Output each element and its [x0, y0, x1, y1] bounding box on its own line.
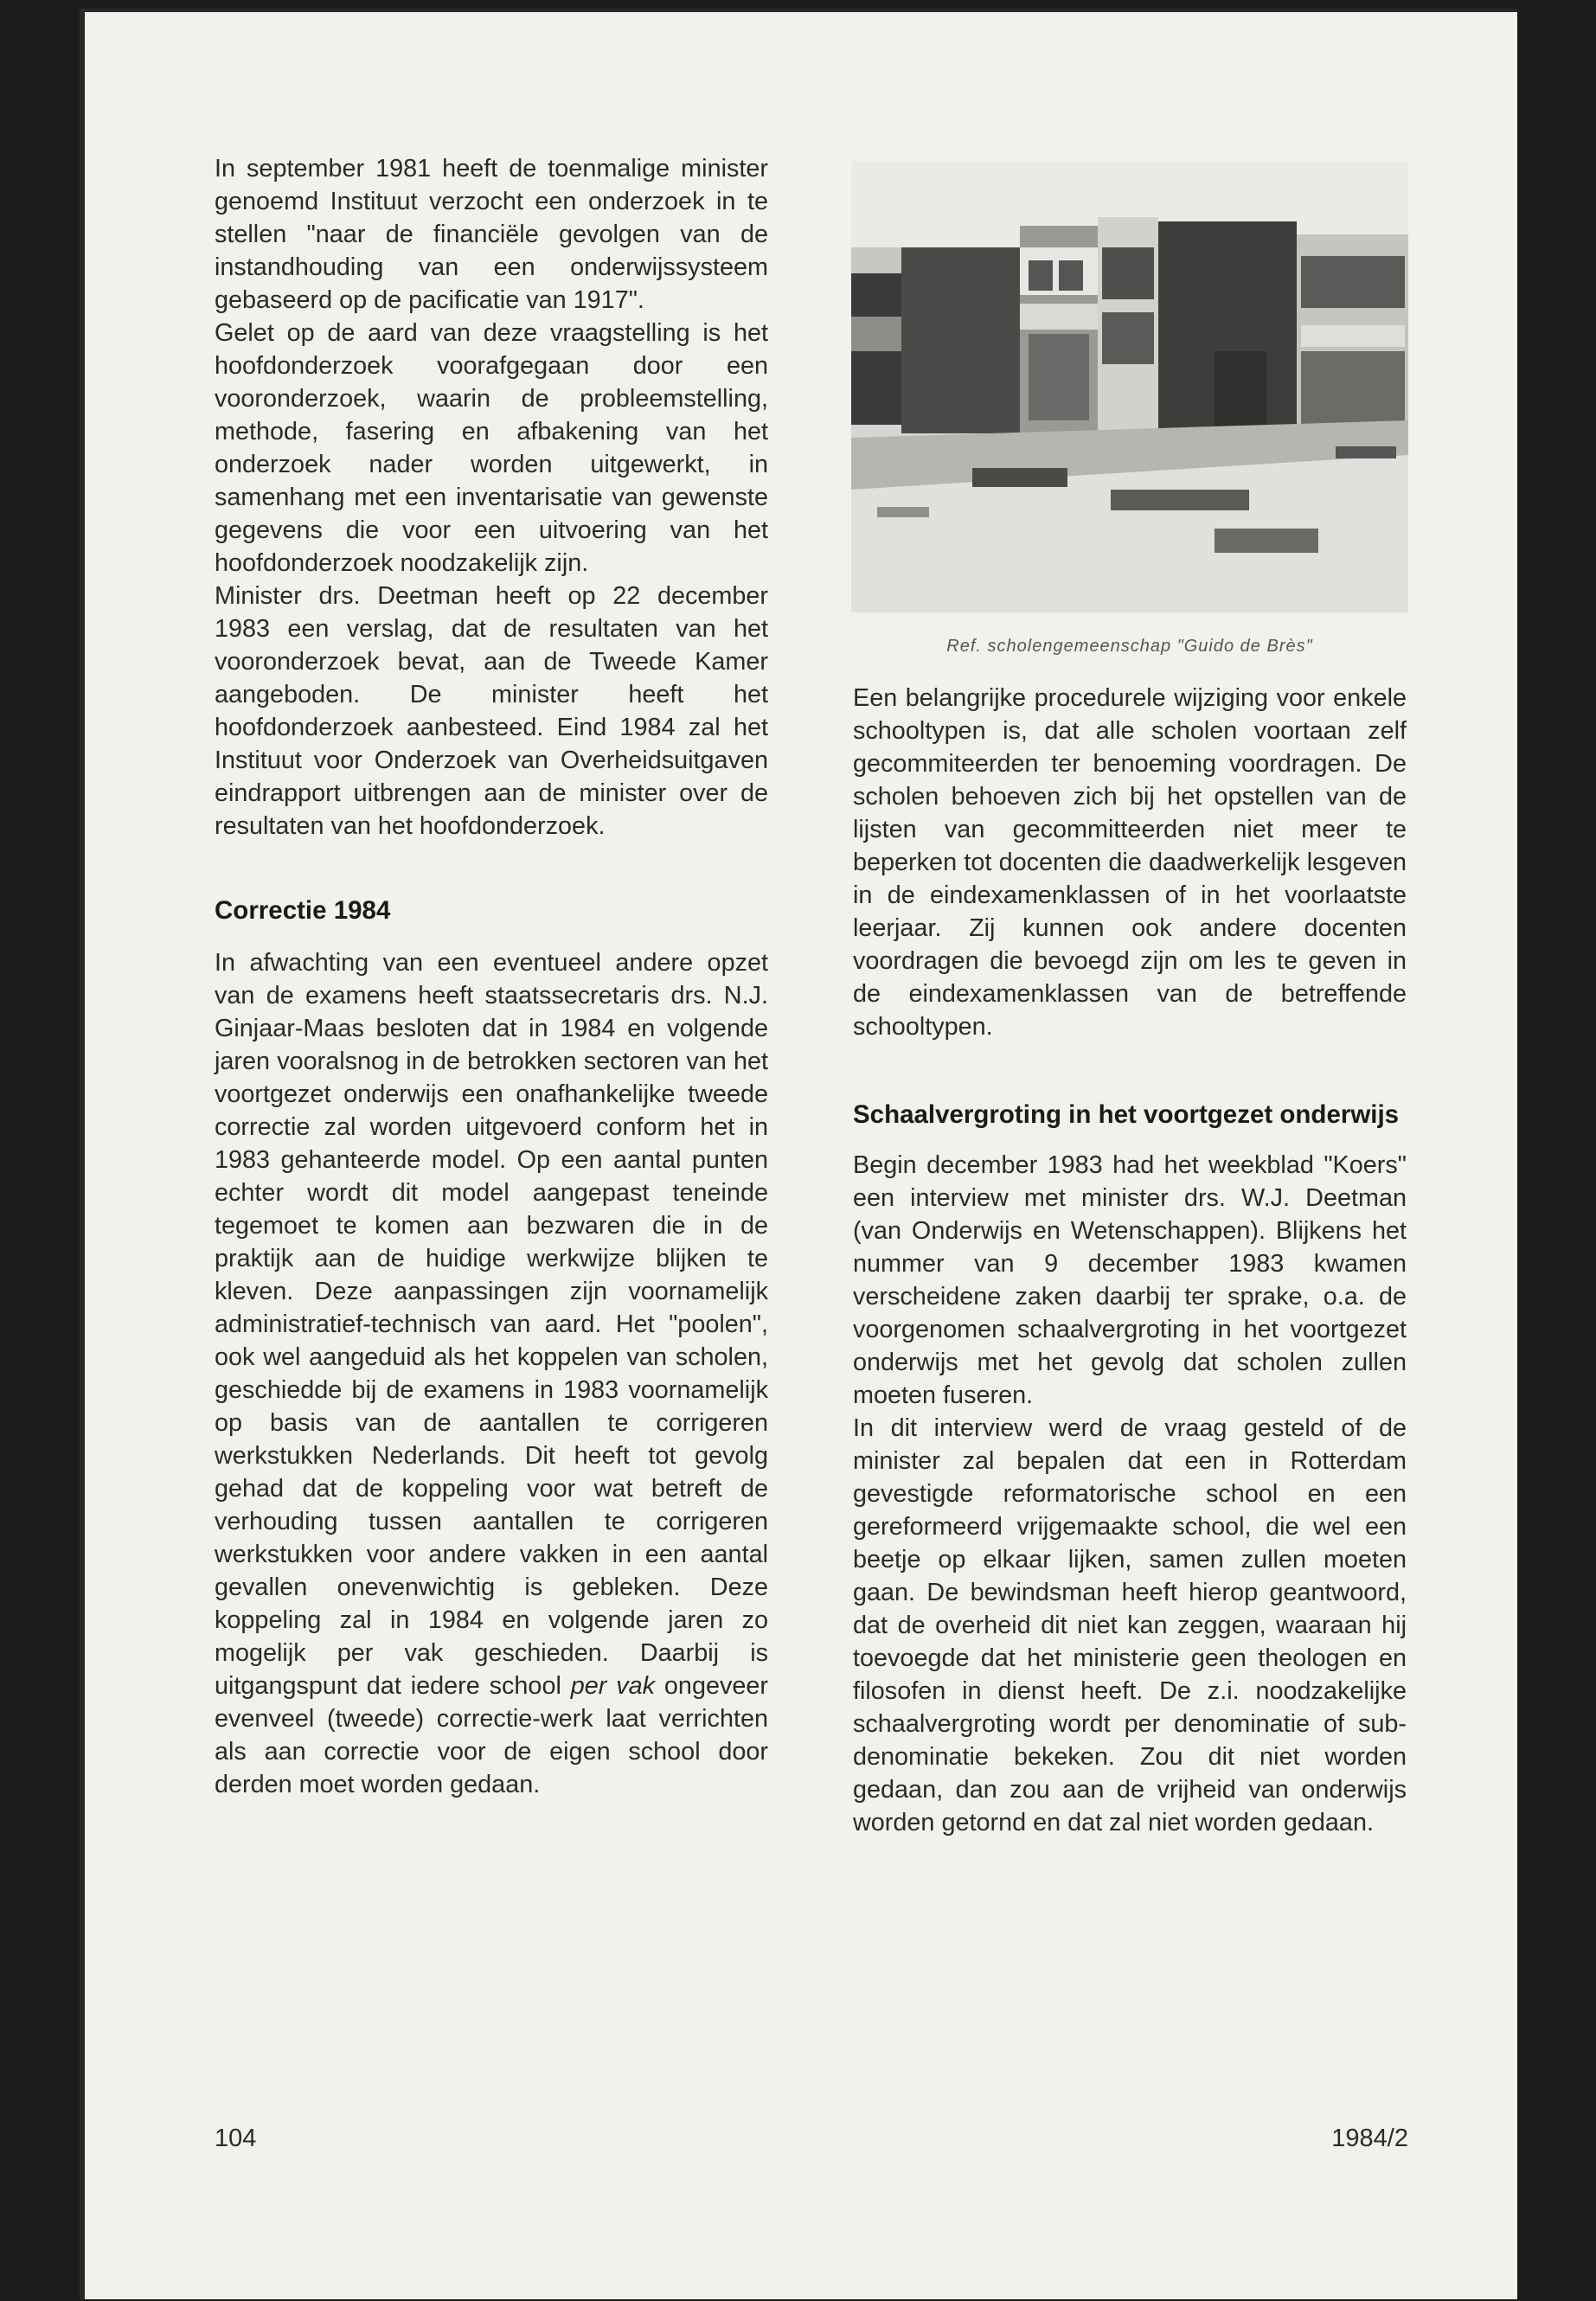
- left-paragraph-2: Gelet op de aard van deze vraagstelling is het hoofdonderzoek voorafgegaan door een vooronderzoek, waarin de probleemstelling, methode, fasering en afbakening van het onderzoek nader worden uitgewerkt, in samenhang met een inventarisatie van gewenste gegevens die voor een uitvoering van het hoofdonderzoek noodzakelijk zijn.: [215, 319, 768, 577]
- right-paragraph-2: Begin december 1983 had het weekblad "Koers" een interview met minister drs. W.J. Deetman (van Onderwijs en Wetenschappen). Blijkens het nummer van 9 december 1983 kwamen verscheidene zaken daarbij ter sprake, o.a. de voorgenomen schaalvergroting in het voortgezet onderwijs met het gevolg dat scholen zullen moeten fuseren.: [853, 1151, 1407, 1409]
- school-building-illustration: [851, 161, 1408, 612]
- photo-caption: Ref. scholengemeenschap "Guido de Brès": [946, 637, 1313, 656]
- school-building-photo: [851, 161, 1408, 612]
- issue-number: 1984/2: [1331, 2125, 1408, 2152]
- left-column: [215, 152, 768, 1801]
- document-page: [80, 9, 1517, 2299]
- left-paragraph-1: In september 1981 heeft de toenmalige minister genoemd Instituut verzocht een onderzoek in te stellen "naar de financiële gevolgen van de instandhouding van een onderwijssysteem gebaseerd op de pacificatie van 1917".: [215, 155, 768, 314]
- right-paragraph-1: Een belangrijke procedurele wijziging voor enkele schooltypen is, dat alle scholen voortaan zelf gecommiteerden ter benoeming voordragen. De scholen behoeven zich bij het opstellen van de lijsten van gecommitteerden niet meer te beperken tot docenten die daadwerkelijk lesgeven in de eindexamenklassen of in het voorlaatste leerjaar. Zij kunnen ook andere docenten voordragen die bevoegd zijn om les te geven in de eindexamenklassen van de betreffende schooltypen.: [853, 684, 1407, 1041]
- paragraph-4-end: ongeveer evenveel (tweede) correctie-werk laat verrichten als aan correctie voor de eigen school door derden moet worden gedaan.: [215, 1672, 768, 1798]
- heading-schaalvergroting: Schaalvergroting in het voortgezet onderwijs: [853, 1100, 1400, 1129]
- page-number: 104: [215, 2125, 257, 2152]
- heading-correctie: Correctie 1984: [215, 896, 391, 925]
- paragraph-4-italic: per vak: [570, 1672, 656, 1700]
- left-paragraph-3: Minister drs. Deetman heeft op 22 december 1983 een verslag, dat de resultaten van het vooronderzoek bevat, aan de Tweede Kamer aangeboden. De minister heeft het hoofdonderzoek aanbesteed. Eind 1984 zal het Instituut voor Onderzoek van Overheidsuitgaven eindrapport uitbrengen aan de minister over de resultaten van het hoofdonderzoek.: [215, 582, 768, 840]
- page-top-edge: [85, 9, 1517, 12]
- right-column: [853, 682, 1407, 1839]
- paragraph-4-text: In afwachting van een eventueel andere opzet van de examens heeft staatssecretaris drs. N.J. Ginjaar-Maas besloten dat in 1984 en volgende jaren vooralsnog in de betrokken sectoren van het voortgezet onderwijs een onafhankelijke tweede correctie zal worden uitgevoerd conform het in 1983 gehanteerde model. Op een aantal punten echter wordt dit model aangepast teneinde tegemoet te komen aan bezwaren die in de praktijk aan de huidige werkwijze blijken te kleven. Deze aanpassingen zijn voornamelijk administratief-technisch van aard. Het "poolen", ook wel aangeduid als het koppelen van scholen, geschiedde bij de examens in 1983 voornamelijk op basis van de aantallen te corrigeren werkstukken Nederlands. Dit heeft tot gevolg gehad dat de koppeling voor wat betreft de verhouding tussen aantallen te corrigeren werkstukken voor andere vakken in een aantal gevallen onevenwichtig is gebleken. Deze koppeling zal in 1984 en volgende jaren zo mogelijk per vak geschieden. Daarbij is uitgangspunt dat iedere school: [215, 949, 768, 1700]
- left-paragraph-4: [215, 946, 768, 1801]
- right-paragraph-3: In dit interview werd de vraag gesteld of de minister zal bepalen dat een in Rotterdam gevestigde reformatorische school en een gereformeerd vrijgemaakte school, die wel een beetje op elkaar lijken, samen zullen moeten gaan. De bewindsman heeft hierop geantwoord, dat de overheid dit niet kan zeggen, waaraan hij toevoegde dat het ministerie geen theologen en filosofen in dienst heeft. De z.i. noodzakelijke schaalvergroting wordt per denominatie of sub-denominatie bekeken. Zou dit niet worden gedaan, dan zou aan de vrijheid van onderwijs worden getornd en dat zal niet worden gedaan.: [853, 1414, 1407, 1836]
